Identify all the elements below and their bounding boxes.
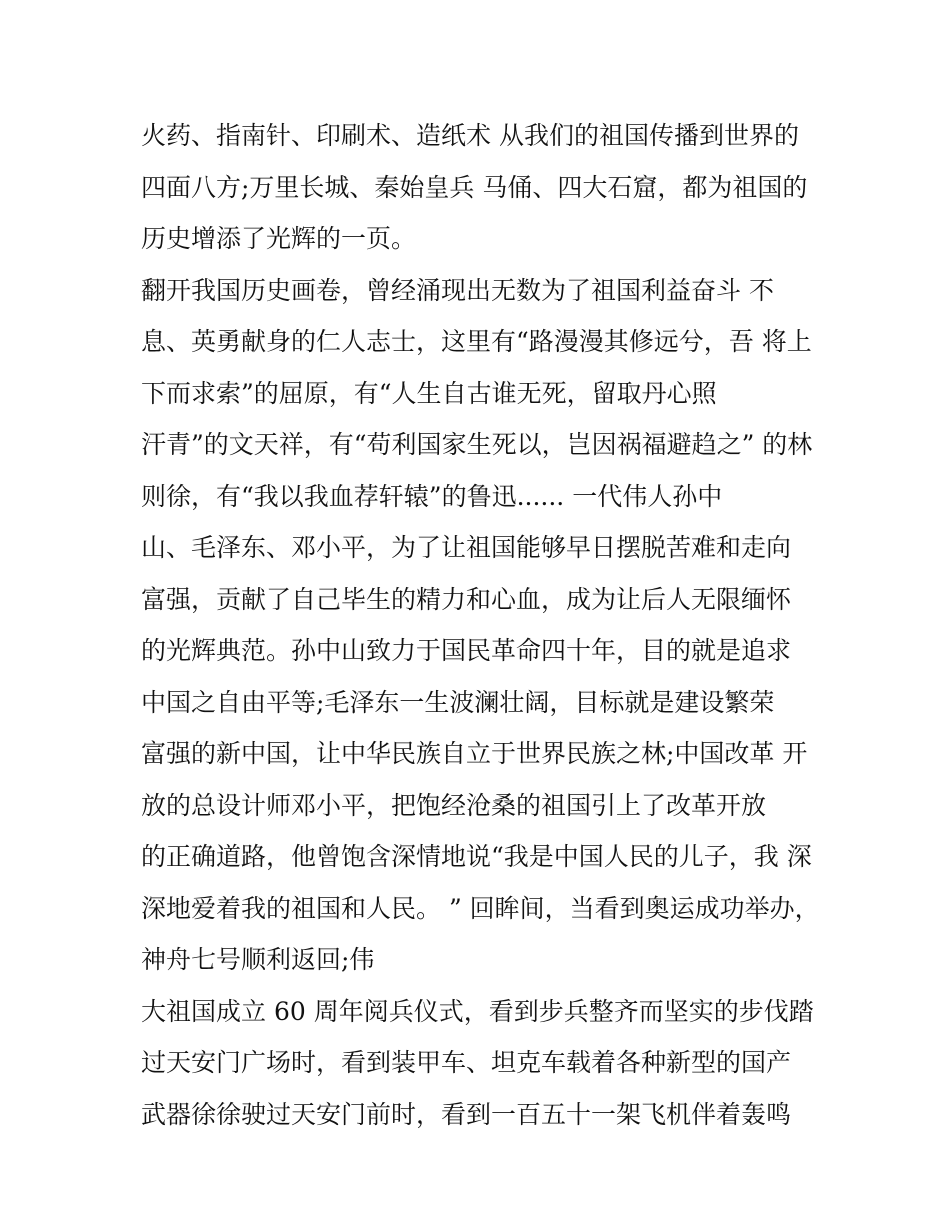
body-text	[141, 110, 821, 1140]
text-line: 过天安门广场时，看到装甲车、坦克车载着各种新型的国产	[141, 1048, 792, 1077]
text-line: 富强，贡献了自己毕生的精力和心血，成为让后人无限缅怀	[141, 584, 792, 614]
text-line: 四面八方;万里长城、秦始皇兵 马俑、四大石窟，都为祖国的	[141, 172, 808, 202]
text-line: 武器徐徐驶过天安门前时，看到一百五十一架飞机伴着轰鸣	[141, 1099, 792, 1129]
text-line: 火药、指南针、印刷术、造纸术 从我们的祖国传播到世界的	[141, 121, 799, 150]
text-line: 富强的新中国，让中华民族自立于世界民族之林;中国改革 开	[141, 739, 808, 768]
text-line: 历史增添了光辉的一页。	[141, 224, 417, 253]
text-line: 中国之自由平等;毛泽东一生波澜壮阔，目标就是建设繁荣	[141, 687, 775, 717]
text-line: 神舟七号顺利返回;伟	[141, 945, 375, 974]
text-line: 大祖国成立 60 周年阅兵仪式，看到步兵整齐而坚实的步伐踏	[141, 996, 814, 1026]
text-line: 翻开我国历史画卷，曾经涌现出无数为了祖国利益奋斗 不	[141, 275, 774, 305]
text-line: 汗青”的文天祥，有“苟利国家生死以，岂因祸福避趋之” 的林	[141, 430, 813, 459]
text-line: 放的总设计师邓小平，把饱经沧桑的祖国引上了改革开放	[141, 790, 767, 820]
text-line: 的正确道路，他曾饱含深情地说“我是中国人民的儿子，我 深	[141, 842, 812, 871]
text-line: 下而求索”的屈原，有“人生自古谁无死，留取丹心照	[141, 378, 717, 408]
text-line: 则徐，有“我以我血荐轩辕”的鲁迅...... 一代伟人孙中	[141, 481, 723, 511]
text-line: 深地爱着我的祖国和人民。 ” 回眸间，当看到奥运成功举办，	[141, 893, 820, 923]
text-line: 的光辉典范。孙中山致力于国民革命四十年，目的就是追求	[141, 636, 792, 665]
text-line: 息、英勇献身的仁人志士，这里有“路漫漫其修远兮，吾 将上	[141, 327, 812, 356]
text-line: 山、毛泽东、邓小平，为了让祖国能够早日摆脱苦难和走向	[141, 533, 792, 562]
